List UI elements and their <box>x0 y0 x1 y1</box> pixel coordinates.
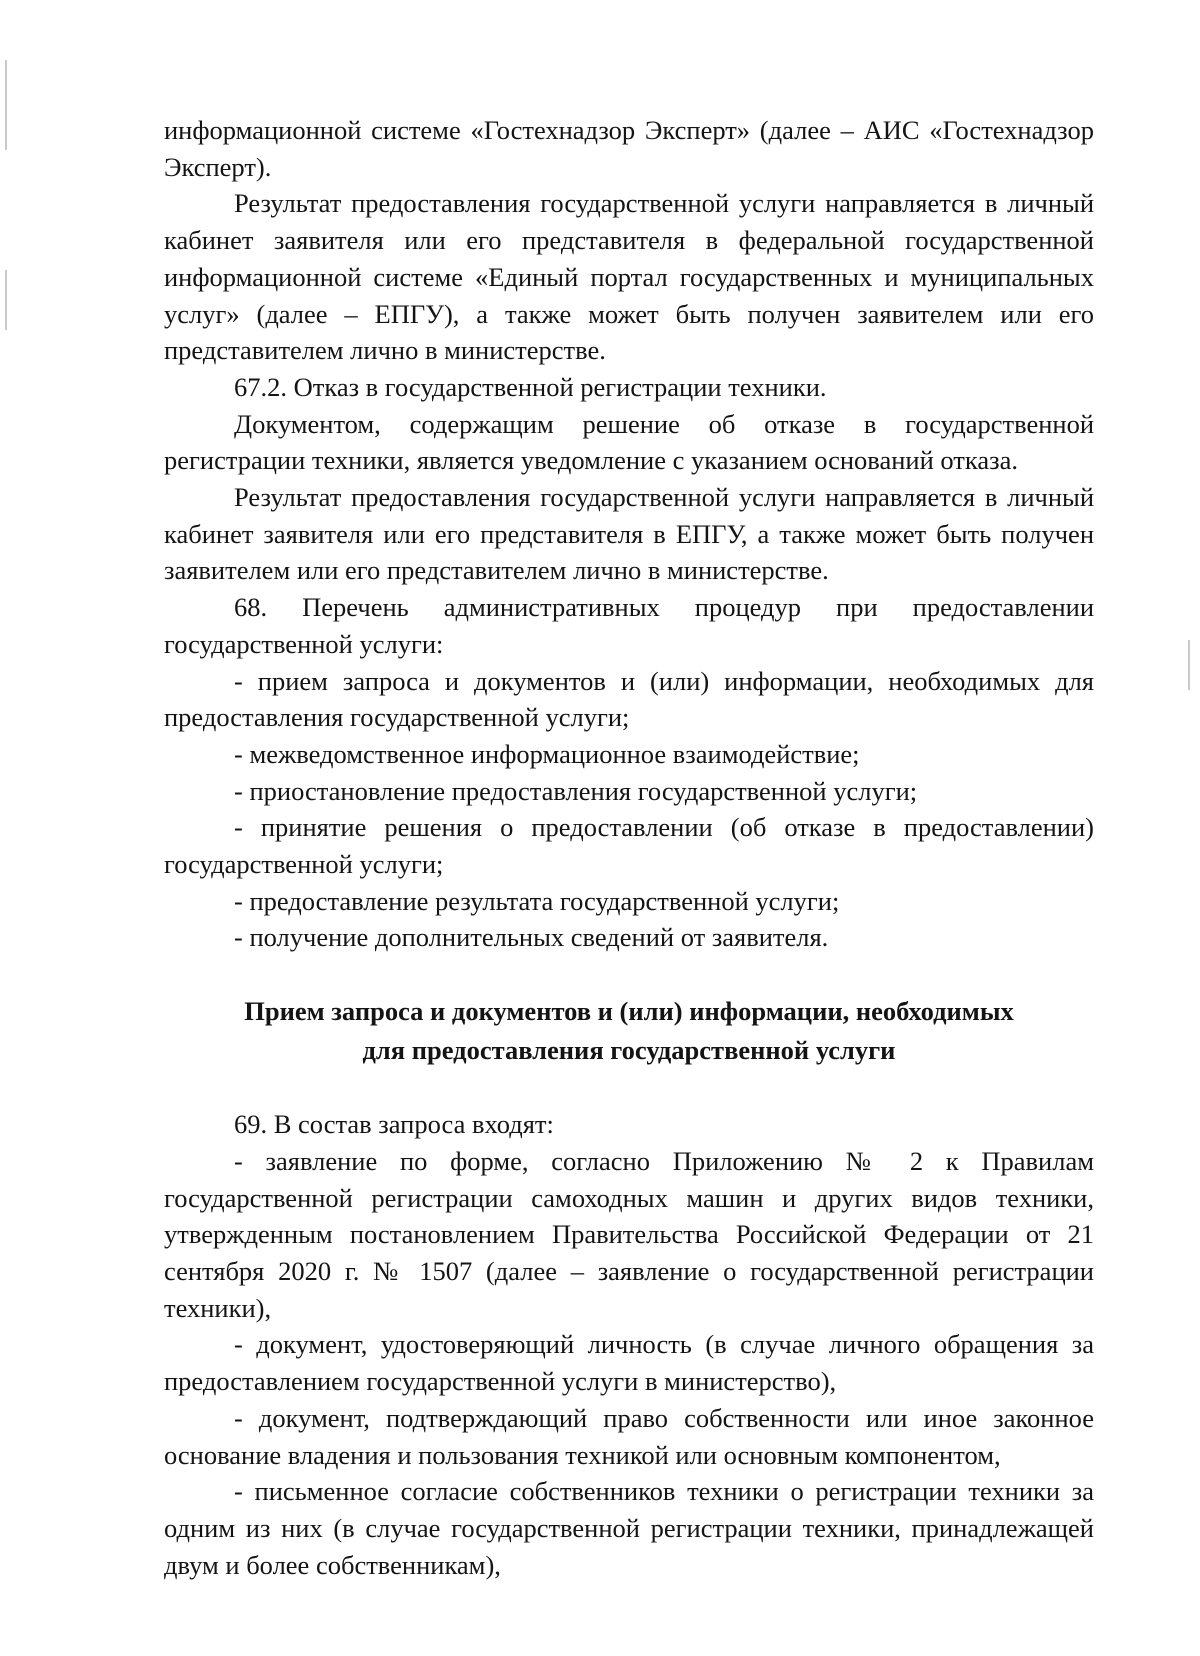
list-item: - прием запроса и документов и (или) информации, необходимых для предоставления государственной услуги; <box>164 665 1094 733</box>
list-item: - заявление по форме, согласно Приложению № 2 к Правилам государственной регистрации самоходных машин и других видов техники, утвержденным постановлением Правительства Российской Федерации от 21 сентября 2020 г. № 1507 (далее – заявление о государственной регистрации техники), <box>164 1145 1094 1323</box>
paragraph: Документом, содержащим решение об отказе в государственной регистрации техники, является уведомление с указанием оснований отказа. <box>164 408 1094 476</box>
paragraph: Результат предоставления государственной услуги направляется в личный кабинет заявителя или его представителя в федеральной государственной информационной системе «Единый портал государственных и муниципальных услуг» (далее – ЕПГУ), а также может быть получен заявителем или его представителем лично в министерстве. <box>164 188 1094 366</box>
list-item: - письменное согласие собственников техники о регистрации техники за одним из них (в случае государственной регистрации техники, принадлежащей двум и более собственникам), <box>164 1476 1094 1580</box>
scan-edge-mark <box>5 270 7 330</box>
list-item: - предоставление результата государственной услуги; <box>234 885 840 916</box>
scan-edge-mark <box>1188 640 1190 690</box>
paragraph: 68. Перечень административных процедур при предоставлении государственной услуги: <box>164 592 1094 659</box>
document-body <box>164 112 1094 1583</box>
paragraph: 67.2. Отказ в государственной регистрации техники. <box>234 371 827 402</box>
list-item: - приостановление предоставления государственной услуги; <box>234 775 918 806</box>
paragraph: 69. В состав запроса входят: <box>234 1109 554 1140</box>
paragraph: информационной системе «Гостехнадзор Эксперт» (далее – АИС «Гостехнадзор Эксперт). <box>164 115 1094 182</box>
list-item: - межведомственное информационное взаимодействие; <box>234 738 860 769</box>
paragraph: Результат предоставления государственной услуги направляется в личный кабинет заявителя или его представителя в ЕПГУ, а также может быть получен заявителем или его представителем лично в министерстве. <box>164 482 1094 586</box>
list-item: - получение дополнительных сведений от заявителя. <box>234 922 829 953</box>
scan-edge-mark <box>5 60 7 150</box>
list-item: - документ, удостоверяющий личность (в случае личного обращения за предоставлением государственной услуги в министерство), <box>164 1329 1094 1397</box>
list-item: - принятие решения о предоставлении (об отказе в предоставлении) государственной услуги; <box>164 812 1094 880</box>
section-heading-line: для предоставления государственной услуги <box>362 1035 896 1066</box>
section-heading <box>164 992 1094 1070</box>
section-heading-line: Прием запроса и документов и (или) информации, необходимых <box>244 996 1014 1027</box>
list-item: - документ, подтверждающий право собственности или иное законное основание владения и пользования техникой или основным компонентом, <box>164 1402 1094 1470</box>
